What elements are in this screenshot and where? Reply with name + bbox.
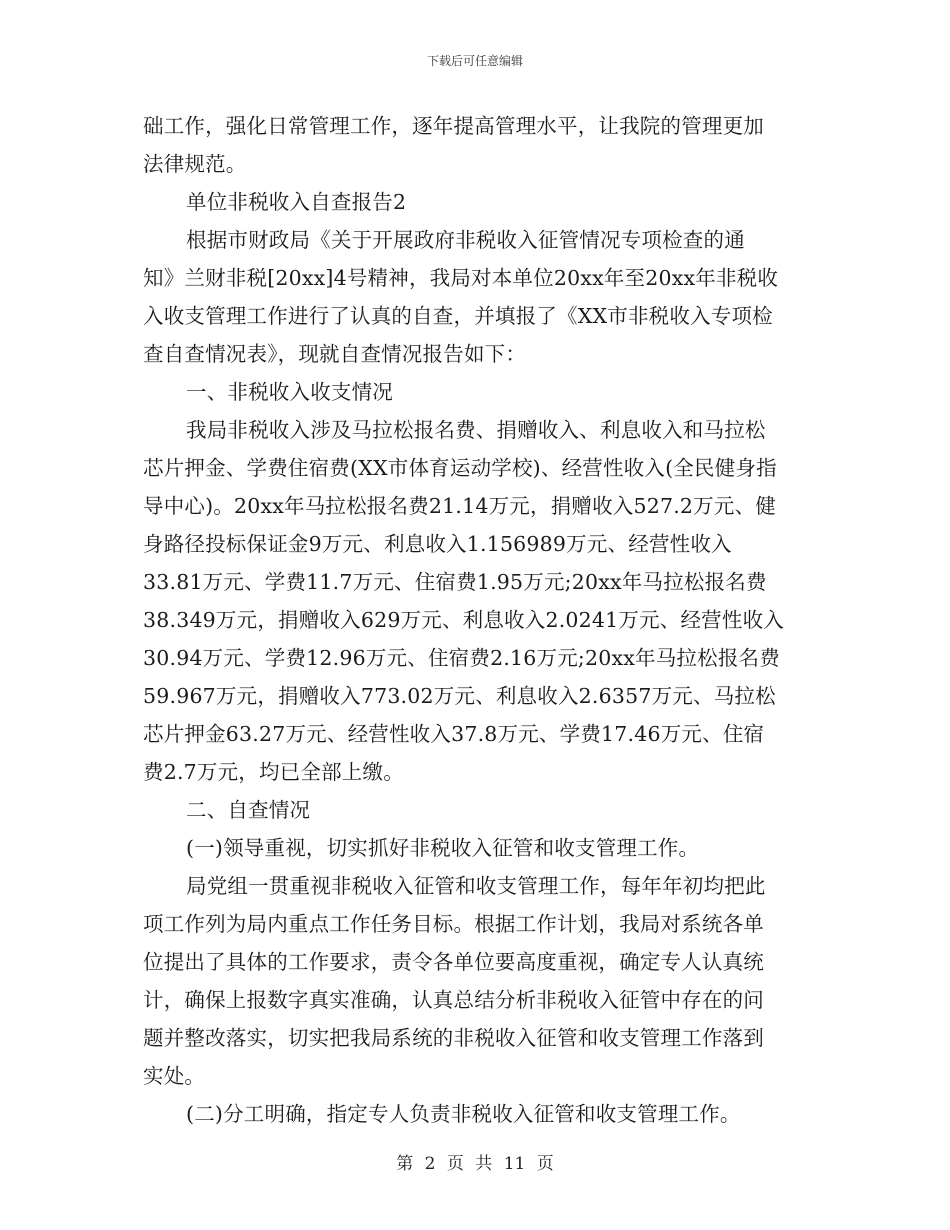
text-line: 59.967万元，捐赠收入773.02万元、利息收入2.6357万元、马拉松 <box>143 684 776 708</box>
text-line: 础工作，强化日常管理工作，逐年提高管理水平，让我院的管理更加 <box>143 114 764 138</box>
page-footer: 第 2 页 共 11 页 <box>396 1154 554 1174</box>
document-body <box>143 107 811 1133</box>
text-line: 法律规范。 <box>143 152 247 176</box>
text-line: 位提出了具体的工作要求，责令各单位要高度重视，确定专人认真统 <box>143 950 764 974</box>
text-line: 入收支管理工作进行了认真的自查，并填报了《XX市非税收入专项检 <box>143 304 773 328</box>
text-line: 33.81万元、学费11.7万元、住宿费1.95万元;20xx年马拉松报名费 <box>143 570 767 594</box>
page-header-note: 下载后可任意编辑 <box>426 54 523 68</box>
text-line: (二)分工明确，指定专人负责非税收入征管和收支管理工作。 <box>186 1102 741 1126</box>
text-line: 查自查情况表》，现就自查情况报告如下： <box>143 342 527 366</box>
text-line: 项工作列为局内重点工作任务目标。根据工作计划，我局对系统各单 <box>143 912 764 936</box>
text-line: 38.349万元，捐赠收入629万元、利息收入2.0241万元、经营性收入 <box>143 608 784 632</box>
text-line: 局党组一贯重视非税收入征管和收支管理工作，每年年初均把此 <box>186 874 766 898</box>
text-line: 费2.7万元，均已全部上缴。 <box>143 760 404 784</box>
text-line: 二、自查情况 <box>186 798 311 822</box>
text-line: 单位非税收入自查报告2 <box>186 190 407 214</box>
text-line: 知》兰财非税[20xx]4号精神，我局对本单位20xx年至20xx年非税收 <box>143 266 779 290</box>
text-line: 我局非税收入涉及马拉松报名费、捐赠收入、利息收入和马拉松 <box>186 418 766 442</box>
text-line: 计，确保上报数字真实准确，认真总结分析非税收入征管中存在的问 <box>143 988 764 1012</box>
text-line: 身路径投标保证金9万元、利息收入1.156989万元、经营性收入 <box>143 532 732 556</box>
text-line: 30.94万元、学费12.96万元、住宿费2.16万元;20xx年马拉松报名费 <box>143 646 780 670</box>
text-line: 一、非税收入收支情况 <box>186 380 393 404</box>
text-line: (一)领导重视，切实抓好非税收入征管和收支管理工作。 <box>186 836 700 860</box>
text-line: 实处。 <box>143 1064 206 1088</box>
text-line: 芯片押金、学费住宿费(XX市体育运动学校)、经营性收入(全民健身指 <box>143 456 777 480</box>
text-line: 导中心)。20xx年马拉松报名费21.14万元，捐赠收入527.2万元、健 <box>143 494 776 518</box>
text-line: 根据市财政局《关于开展政府非税收入征管情况专项检查的通 <box>186 228 745 252</box>
text-line: 题并整改落实，切实把我局系统的非税收入征管和收支管理工作落到 <box>143 1026 764 1050</box>
text-line: 芯片押金63.27万元、经营性收入37.8万元、学费17.46万元、住宿 <box>143 722 765 746</box>
